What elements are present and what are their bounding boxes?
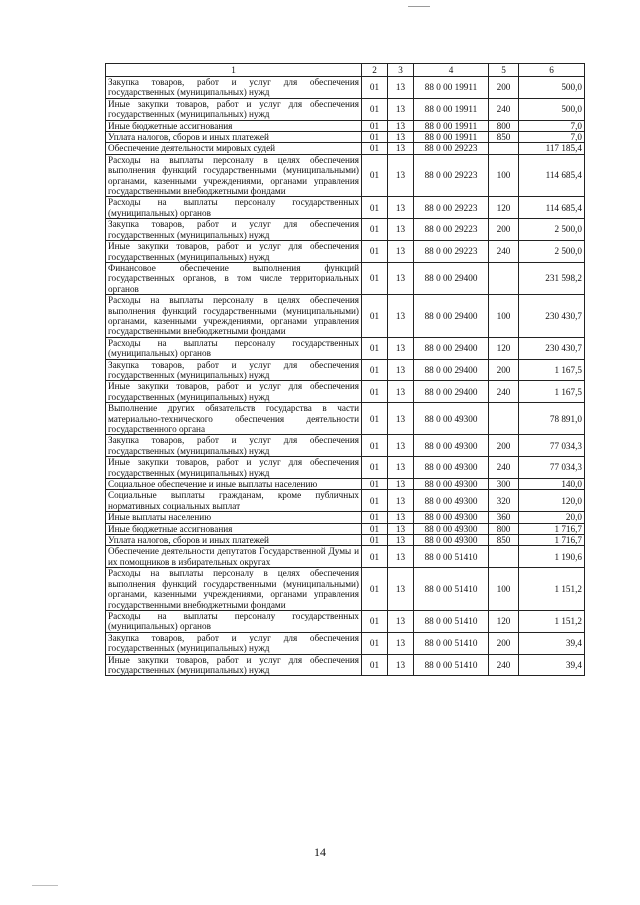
table-row	[106, 546, 585, 568]
chapter-cell: 01	[362, 490, 388, 512]
expense-type-cell: 120	[489, 337, 519, 359]
table-row	[106, 610, 585, 632]
chapter-cell: 01	[362, 403, 388, 435]
item-name-cell: Расходы на выплаты персоналу в целях обеспечения выполнения функций государственными (муниципальными) органами, казенными учреждениями, органами управления государственными внебюджетными фондами	[106, 568, 362, 611]
target-article-cell: 88 0 00 49300	[414, 523, 489, 534]
chapter-cell: 01	[362, 381, 388, 403]
amount-cell: 1 190,6	[519, 546, 585, 568]
amount-cell: 1 716,7	[519, 535, 585, 546]
expense-type-cell: 320	[489, 490, 519, 512]
target-article-cell: 88 0 00 51410	[414, 654, 489, 676]
chapter-cell: 01	[362, 132, 388, 143]
amount-cell: 140,0	[519, 479, 585, 490]
subsection-cell: 13	[388, 512, 414, 523]
chapter-cell: 01	[362, 654, 388, 676]
table-row	[106, 77, 585, 99]
table-row	[106, 479, 585, 490]
table-row	[106, 535, 585, 546]
item-name-cell: Иные бюджетные ассигнования	[106, 120, 362, 131]
amount-cell: 230 430,7	[519, 337, 585, 359]
item-name-cell: Иные закупки товаров, работ и услуг для обеспечения государственных (муниципальных) нужд	[106, 654, 362, 676]
table-row	[106, 132, 585, 143]
amount-cell: 39,4	[519, 632, 585, 654]
chapter-cell: 01	[362, 435, 388, 457]
expense-type-cell	[489, 143, 519, 154]
table-row	[106, 154, 585, 197]
table-row	[106, 98, 585, 120]
expense-type-cell: 100	[489, 154, 519, 197]
chapter-cell: 01	[362, 546, 388, 568]
table-row	[106, 120, 585, 131]
target-article-cell: 88 0 00 29223	[414, 197, 489, 219]
item-name-cell: Иные бюджетные ассигнования	[106, 523, 362, 534]
target-article-cell: 88 0 00 29223	[414, 219, 489, 241]
target-article-cell: 88 0 00 49300	[414, 435, 489, 457]
item-name-cell: Закупка товаров, работ и услуг для обеспечения государственных (муниципальных) нужд	[106, 219, 362, 241]
amount-cell: 114 685,4	[519, 154, 585, 197]
item-name-cell: Закупка товаров, работ и услуг для обеспечения государственных (муниципальных) нужд	[106, 435, 362, 457]
target-article-cell: 88 0 00 51410	[414, 568, 489, 611]
expense-type-cell: 800	[489, 523, 519, 534]
target-article-cell: 88 0 00 29400	[414, 359, 489, 381]
expense-type-cell: 100	[489, 568, 519, 611]
subsection-cell: 13	[388, 337, 414, 359]
subsection-cell: 13	[388, 523, 414, 534]
item-name-cell: Закупка товаров, работ и услуг для обеспечения государственных (муниципальных) нужд	[106, 359, 362, 381]
chapter-cell: 01	[362, 359, 388, 381]
expense-type-cell: 200	[489, 219, 519, 241]
subsection-cell: 13	[388, 654, 414, 676]
item-name-cell: Расходы на выплаты персоналу государственных (муниципальных) органов	[106, 610, 362, 632]
amount-cell: 500,0	[519, 98, 585, 120]
target-article-cell: 88 0 00 49300	[414, 403, 489, 435]
chapter-cell: 01	[362, 219, 388, 241]
item-name-cell: Обеспечение деятельности мировых судей	[106, 143, 362, 154]
header-cell: 4	[414, 64, 489, 77]
target-article-cell: 88 0 00 29223	[414, 241, 489, 263]
item-name-cell: Закупка товаров, работ и услуг для обеспечения государственных (муниципальных) нужд	[106, 632, 362, 654]
item-name-cell: Расходы на выплаты персоналу государственных (муниципальных) органов	[106, 337, 362, 359]
expense-type-cell: 200	[489, 435, 519, 457]
expense-type-cell	[489, 403, 519, 435]
chapter-cell: 01	[362, 337, 388, 359]
subsection-cell: 13	[388, 295, 414, 338]
expense-type-cell: 200	[489, 359, 519, 381]
target-article-cell: 88 0 00 49300	[414, 490, 489, 512]
item-name-cell: Выполнение других обязательств государства в части материально-технического обеспечения деятельности государственного органа	[106, 403, 362, 435]
table-row	[106, 512, 585, 523]
chapter-cell: 01	[362, 523, 388, 534]
amount-cell: 7,0	[519, 120, 585, 131]
subsection-cell: 13	[388, 490, 414, 512]
table-row	[106, 219, 585, 241]
expense-type-cell: 800	[489, 120, 519, 131]
expense-type-cell: 200	[489, 632, 519, 654]
target-article-cell: 88 0 00 19911	[414, 132, 489, 143]
amount-cell: 500,0	[519, 77, 585, 99]
chapter-cell: 01	[362, 143, 388, 154]
amount-cell: 1 151,2	[519, 610, 585, 632]
amount-cell: 7,0	[519, 132, 585, 143]
subsection-cell: 13	[388, 546, 414, 568]
subsection-cell: 13	[388, 403, 414, 435]
chapter-cell: 01	[362, 98, 388, 120]
expense-type-cell: 240	[489, 98, 519, 120]
item-name-cell: Иные выплаты населению	[106, 512, 362, 523]
chapter-cell: 01	[362, 535, 388, 546]
subsection-cell: 13	[388, 435, 414, 457]
target-article-cell: 88 0 00 19911	[414, 98, 489, 120]
amount-cell: 2 500,0	[519, 241, 585, 263]
expense-type-cell: 240	[489, 654, 519, 676]
subsection-cell: 13	[388, 197, 414, 219]
subsection-cell: 13	[388, 359, 414, 381]
table-row	[106, 435, 585, 457]
subsection-cell: 13	[388, 143, 414, 154]
amount-cell: 1 151,2	[519, 568, 585, 611]
amount-cell: 20,0	[519, 512, 585, 523]
table-body	[106, 77, 585, 676]
amount-cell: 114 685,4	[519, 197, 585, 219]
chapter-cell: 01	[362, 295, 388, 338]
amount-cell: 2 500,0	[519, 219, 585, 241]
target-article-cell: 88 0 00 19911	[414, 77, 489, 99]
subsection-cell: 13	[388, 154, 414, 197]
table-row	[106, 403, 585, 435]
header-cell: 3	[388, 64, 414, 77]
item-name-cell: Расходы на выплаты персоналу в целях обеспечения выполнения функций государственными (муниципальными) органами, казенными учреждениями, органами управления государственными внебюджетными фондами	[106, 154, 362, 197]
expense-type-cell: 850	[489, 535, 519, 546]
item-name-cell: Закупка товаров, работ и услуг для обеспечения государственных (муниципальных) нужд	[106, 77, 362, 99]
target-article-cell: 88 0 00 29223	[414, 143, 489, 154]
expense-type-cell: 300	[489, 479, 519, 490]
amount-cell: 78 891,0	[519, 403, 585, 435]
header-cell: 2	[362, 64, 388, 77]
amount-cell: 117 185,4	[519, 143, 585, 154]
item-name-cell: Социальные выплаты гражданам, кроме публичных нормативных социальных выплат	[106, 490, 362, 512]
subsection-cell: 13	[388, 219, 414, 241]
target-article-cell: 88 0 00 49300	[414, 479, 489, 490]
subsection-cell: 13	[388, 77, 414, 99]
table-row	[106, 337, 585, 359]
table-header-row	[106, 64, 585, 77]
target-article-cell: 88 0 00 49300	[414, 512, 489, 523]
expense-type-cell: 240	[489, 457, 519, 479]
subsection-cell: 13	[388, 120, 414, 131]
target-article-cell: 88 0 00 29223	[414, 154, 489, 197]
table-row	[106, 262, 585, 294]
subsection-cell: 13	[388, 132, 414, 143]
subsection-cell: 13	[388, 568, 414, 611]
table-row	[106, 359, 585, 381]
table-row	[106, 523, 585, 534]
amount-cell: 1 167,5	[519, 359, 585, 381]
subsection-cell: 13	[388, 381, 414, 403]
expense-type-cell	[489, 262, 519, 294]
chapter-cell: 01	[362, 479, 388, 490]
target-article-cell: 88 0 00 51410	[414, 610, 489, 632]
amount-cell: 77 034,3	[519, 435, 585, 457]
expense-type-cell: 100	[489, 295, 519, 338]
subsection-cell: 13	[388, 457, 414, 479]
target-article-cell: 88 0 00 49300	[414, 535, 489, 546]
scan-mark	[408, 6, 430, 7]
item-name-cell: Уплата налогов, сборов и иных платежей	[106, 132, 362, 143]
header-cell: 6	[519, 64, 585, 77]
item-name-cell: Расходы на выплаты персоналу государственных (муниципальных) органов	[106, 197, 362, 219]
table-row	[106, 490, 585, 512]
table-row	[106, 295, 585, 338]
chapter-cell: 01	[362, 120, 388, 131]
subsection-cell: 13	[388, 479, 414, 490]
table-row	[106, 632, 585, 654]
budget-table	[105, 63, 585, 676]
table-row	[106, 143, 585, 154]
chapter-cell: 01	[362, 197, 388, 219]
item-name-cell: Иные закупки товаров, работ и услуг для обеспечения государственных (муниципальных) нужд	[106, 98, 362, 120]
item-name-cell: Иные закупки товаров, работ и услуг для обеспечения государственных (муниципальных) нужд	[106, 381, 362, 403]
subsection-cell: 13	[388, 241, 414, 263]
expense-type-cell: 240	[489, 381, 519, 403]
chapter-cell: 01	[362, 154, 388, 197]
target-article-cell: 88 0 00 49300	[414, 457, 489, 479]
table-row	[106, 197, 585, 219]
item-name-cell: Социальное обеспечение и иные выплаты населению	[106, 479, 362, 490]
expense-type-cell: 200	[489, 77, 519, 99]
target-article-cell: 88 0 00 51410	[414, 546, 489, 568]
table-row	[106, 381, 585, 403]
table-row	[106, 241, 585, 263]
subsection-cell: 13	[388, 632, 414, 654]
chapter-cell: 01	[362, 632, 388, 654]
subsection-cell: 13	[388, 98, 414, 120]
expense-type-cell: 240	[489, 241, 519, 263]
table-row	[106, 654, 585, 676]
item-name-cell: Обеспечение деятельности депутатов Государственной Думы и их помощников в избирательных округах	[106, 546, 362, 568]
amount-cell: 1 716,7	[519, 523, 585, 534]
chapter-cell: 01	[362, 610, 388, 632]
amount-cell: 230 430,7	[519, 295, 585, 338]
chapter-cell: 01	[362, 241, 388, 263]
expense-type-cell: 120	[489, 197, 519, 219]
header-cell: 1	[106, 64, 362, 77]
item-name-cell: Уплата налогов, сборов и иных платежей	[106, 535, 362, 546]
scan-smudge	[32, 885, 58, 886]
item-name-cell: Финансовое обеспечение выполнения функций государственных органов, в том числе территориальных органов	[106, 262, 362, 294]
target-article-cell: 88 0 00 29400	[414, 262, 489, 294]
page-number: 14	[314, 845, 326, 859]
header-cell: 5	[489, 64, 519, 77]
chapter-cell: 01	[362, 457, 388, 479]
expense-type-cell: 360	[489, 512, 519, 523]
expense-type-cell: 850	[489, 132, 519, 143]
target-article-cell: 88 0 00 51410	[414, 632, 489, 654]
target-article-cell: 88 0 00 29400	[414, 295, 489, 338]
table-row	[106, 568, 585, 611]
subsection-cell: 13	[388, 610, 414, 632]
item-name-cell: Иные закупки товаров, работ и услуг для обеспечения государственных (муниципальных) нужд	[106, 457, 362, 479]
chapter-cell: 01	[362, 568, 388, 611]
subsection-cell: 13	[388, 535, 414, 546]
table-row	[106, 457, 585, 479]
amount-cell: 39,4	[519, 654, 585, 676]
amount-cell: 231 598,2	[519, 262, 585, 294]
expense-type-cell	[489, 546, 519, 568]
chapter-cell: 01	[362, 512, 388, 523]
expense-type-cell: 120	[489, 610, 519, 632]
target-article-cell: 88 0 00 29400	[414, 381, 489, 403]
chapter-cell: 01	[362, 77, 388, 99]
target-article-cell: 88 0 00 29400	[414, 337, 489, 359]
target-article-cell: 88 0 00 19911	[414, 120, 489, 131]
subsection-cell: 13	[388, 262, 414, 294]
item-name-cell: Расходы на выплаты персоналу в целях обеспечения выполнения функций государственными (муниципальными) органами, казенными учреждениями, органами управления государственными внебюджетными фондами	[106, 295, 362, 338]
chapter-cell: 01	[362, 262, 388, 294]
amount-cell: 77 034,3	[519, 457, 585, 479]
item-name-cell: Иные закупки товаров, работ и услуг для обеспечения государственных (муниципальных) нужд	[106, 241, 362, 263]
amount-cell: 120,0	[519, 490, 585, 512]
amount-cell: 1 167,5	[519, 381, 585, 403]
